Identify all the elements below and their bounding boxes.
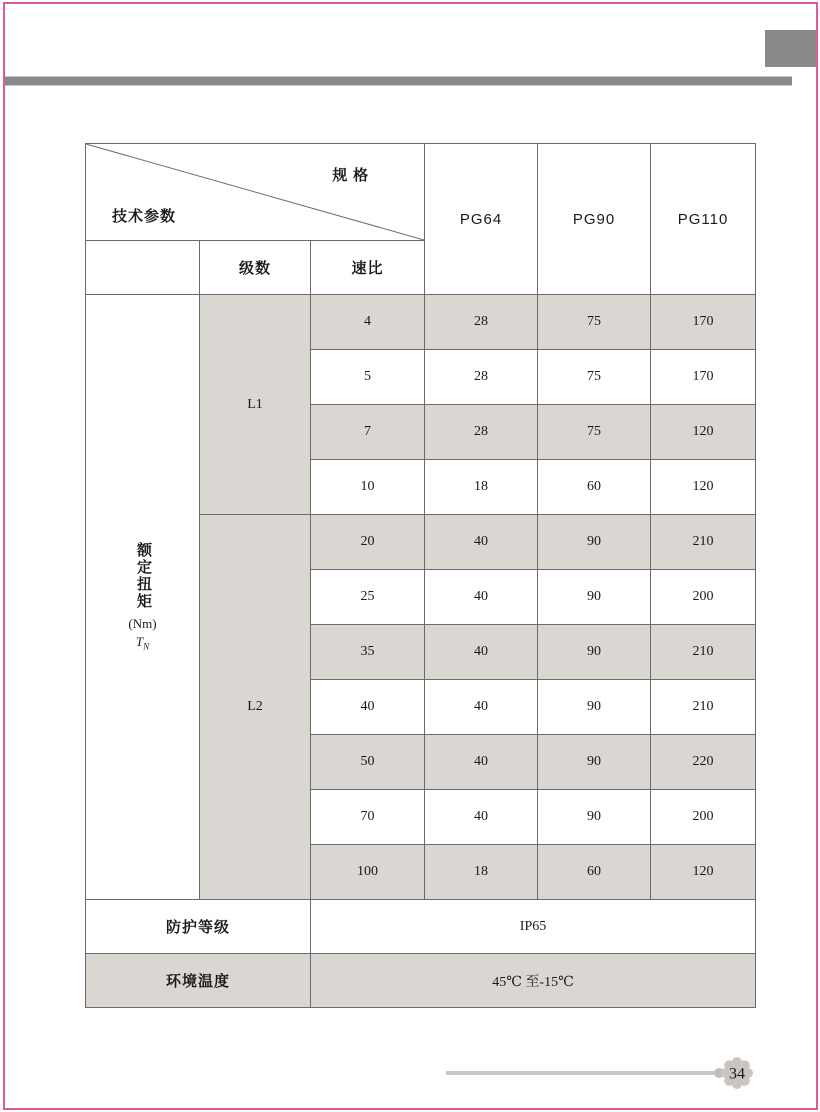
value-cell: 90: [538, 570, 651, 625]
value-cell: 75: [538, 295, 651, 350]
value-cell: 120: [651, 460, 756, 515]
torque-label-cell: [86, 295, 200, 900]
torque-unit: (Nm): [128, 616, 157, 632]
value-cell: 170: [651, 350, 756, 405]
value-cell: 60: [538, 845, 651, 900]
value-cell: 28: [425, 295, 538, 350]
value-cell: 28: [425, 350, 538, 405]
group-label-l1: L1: [200, 295, 311, 515]
protection-class-value: IP65: [311, 900, 756, 954]
ratio-cell: 35: [311, 625, 425, 680]
ratio-header: 速比: [311, 241, 425, 295]
col-header-pg90: PG90: [538, 144, 651, 295]
torque-symbol: $T_N$: [135, 634, 150, 652]
value-cell: 60: [538, 460, 651, 515]
value-cell: 210: [651, 680, 756, 735]
value-cell: 90: [538, 735, 651, 790]
empty-header-cell: [86, 241, 200, 295]
ratio-cell: 5: [311, 350, 425, 405]
header-corner-block: [765, 30, 816, 67]
spec-corner-label: 规 格: [332, 168, 370, 184]
ratio-cell: 20: [311, 515, 425, 570]
ambient-temp-value: 45℃ 至-15℃: [311, 954, 756, 1008]
col-header-pg64: PG64: [425, 144, 538, 295]
value-cell: 75: [538, 350, 651, 405]
value-cell: 28: [425, 405, 538, 460]
value-cell: 18: [425, 460, 538, 515]
col-header-pg110: PG110: [651, 144, 756, 295]
torque-vertical-label: 额定扭矩: [135, 542, 151, 611]
ratio-cell: 7: [311, 405, 425, 460]
ratio-cell: 40: [311, 680, 425, 735]
page-number: 34: [729, 1065, 745, 1083]
ratio-cell: 50: [311, 735, 425, 790]
value-cell: 200: [651, 790, 756, 845]
ratio-cell: 100: [311, 845, 425, 900]
value-cell: 220: [651, 735, 756, 790]
value-cell: 90: [538, 515, 651, 570]
ratio-cell: 70: [311, 790, 425, 845]
value-cell: 40: [425, 570, 538, 625]
protection-class-label: 防护等级: [86, 900, 311, 954]
group-label-l2: L2: [200, 515, 311, 900]
ambient-temp-label: 环境温度: [86, 954, 311, 1008]
value-cell: 210: [651, 515, 756, 570]
gear-icon: [718, 1054, 756, 1092]
ratio-cell: 4: [311, 295, 425, 350]
value-cell: 40: [425, 735, 538, 790]
value-cell: 90: [538, 790, 651, 845]
value-cell: 170: [651, 295, 756, 350]
value-cell: 40: [425, 680, 538, 735]
value-cell: 18: [425, 845, 538, 900]
value-cell: 40: [425, 515, 538, 570]
value-cell: 120: [651, 405, 756, 460]
footer-rule-line: [446, 1071, 716, 1075]
stages-header: 级数: [200, 241, 311, 295]
value-cell: 210: [651, 625, 756, 680]
value-cell: 40: [425, 790, 538, 845]
value-cell: 75: [538, 405, 651, 460]
diagonal-header-cell: [86, 144, 425, 241]
value-cell: 90: [538, 680, 651, 735]
value-cell: 90: [538, 625, 651, 680]
spec-table: [85, 143, 756, 1008]
value-cell: 120: [651, 845, 756, 900]
value-cell: 40: [425, 625, 538, 680]
ratio-cell: 10: [311, 460, 425, 515]
ratio-cell: 25: [311, 570, 425, 625]
header-rule-bar: [5, 76, 792, 86]
param-corner-label: 技术参数: [112, 209, 177, 225]
value-cell: 200: [651, 570, 756, 625]
